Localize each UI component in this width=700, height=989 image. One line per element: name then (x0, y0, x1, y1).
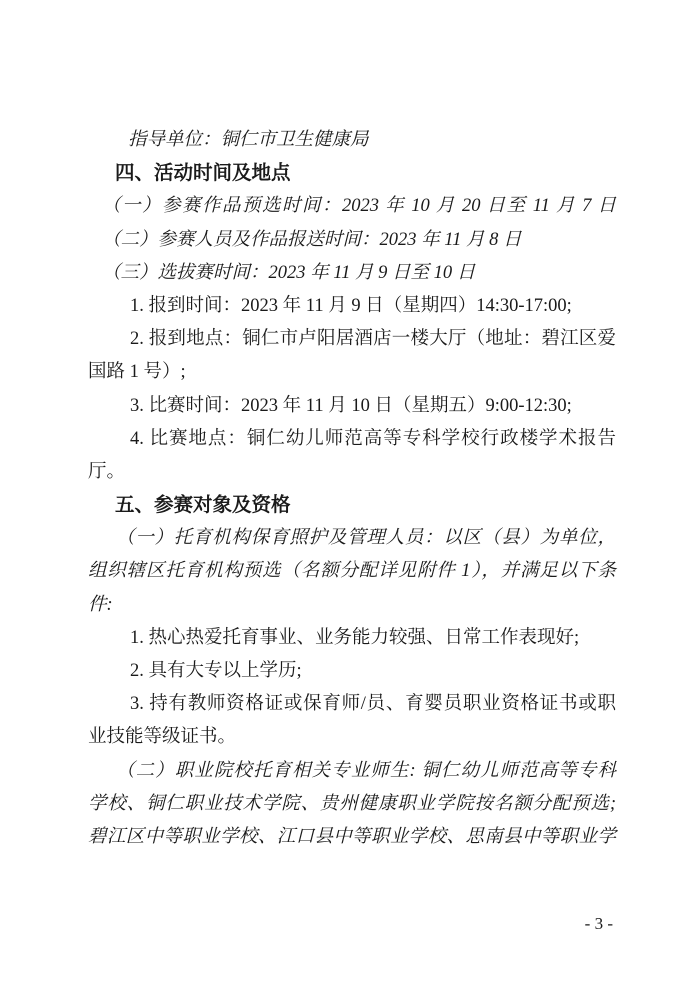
document-line: （一）托育机构保育照护及管理人员：以区（县）为单位， (116, 528, 616, 549)
document-line: 国路 1 号）; (88, 362, 186, 383)
document-line: （一）参赛作品预选时间：2023 年 10 月 20 日至 11 月 7 日 (102, 196, 616, 217)
document-line: 组织辖区托育机构预选（名额分配详见附件 1），并满足以下条 (88, 561, 616, 582)
document-line: 1. 热心热爱托育事业、业务能力较强、日常工作表现好; (130, 627, 580, 648)
document-line: 指导单位：铜仁市卫生健康局 (128, 130, 369, 150)
document-line: 四、活动时间及地点 (115, 162, 291, 185)
document-line: （二）职业院校托育相关专业师生: 铜仁幼儿师范高等专科 (116, 760, 616, 781)
document-line: 3. 持有教师资格证或保育师/员、育婴员职业资格证书或职 (130, 694, 616, 715)
document-line: 2. 具有大专以上学历; (130, 661, 302, 681)
document-line: 业技能等级证书。 (88, 727, 237, 748)
document-line: 2. 报到地点：铜仁市卢阳居酒店一楼大厅（地址：碧江区爱 (130, 329, 616, 350)
page-number: - 3 - (584, 914, 613, 933)
document-line: 五、参赛对象及资格 (115, 494, 291, 517)
document-line: （二）参赛人员及作品报送时间：2023 年 11 月 8 日 (102, 229, 522, 250)
document-line: （三）选拔赛时间：2023 年 11 月 9 日至 10 日 (102, 262, 476, 283)
document-line: 4. 比赛地点：铜仁幼儿师范高等专科学校行政楼学术报告 (130, 428, 616, 449)
document-line: 件: (88, 594, 113, 615)
document-line: 3. 比赛时间：2023 年 11 月 10 日（星期五）9:00-12:30; (130, 395, 572, 416)
document-line: 学校、铜仁职业技术学院、贵州健康职业学院按名额分配预选; (88, 793, 616, 814)
document-body (88, 124, 616, 854)
document-line: 1. 报到时间：2023 年 11 月 9 日（星期四）14:30-17:00; (130, 295, 572, 316)
document-line: 碧江区中等职业学校、江口县中等职业学校、思南县中等职业学 (88, 826, 616, 847)
document-line: 厅。 (88, 461, 126, 482)
